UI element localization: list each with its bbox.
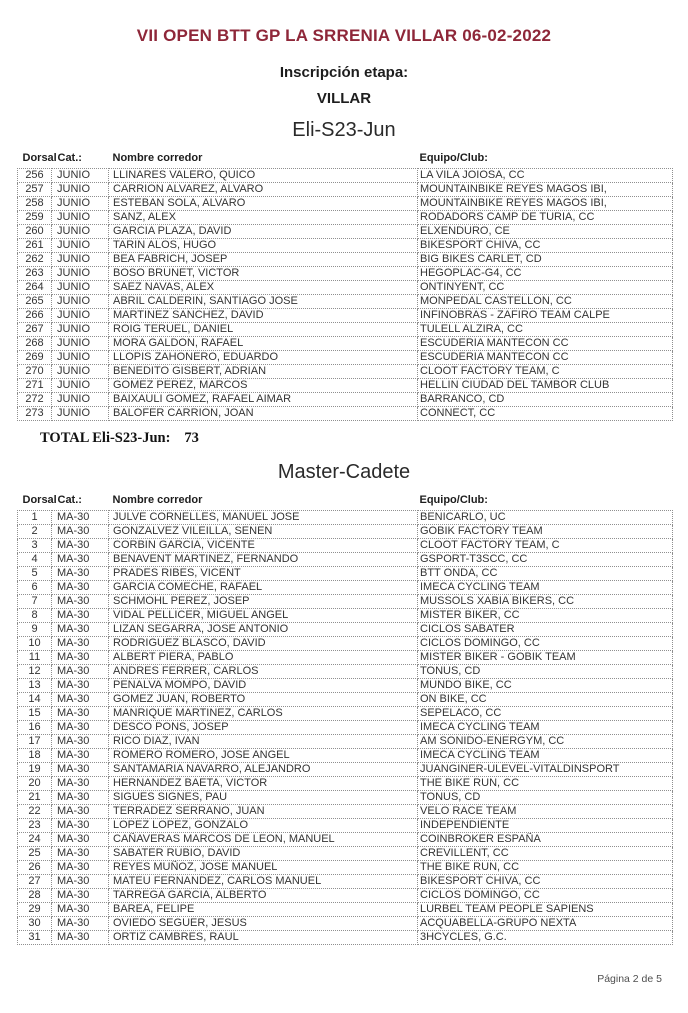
category-cell: MA-30	[52, 581, 109, 595]
rider-name-cell: SANZ, ALEX	[109, 211, 418, 225]
category-cell: JUNIO	[52, 351, 109, 365]
table-row	[18, 707, 673, 721]
club-cell: CICLOS SABATER	[418, 623, 673, 637]
table-row	[18, 553, 673, 567]
category-cell: JUNIO	[52, 323, 109, 337]
category-cell: MA-30	[52, 833, 109, 847]
dorsal-cell: 1	[18, 511, 52, 525]
table-row	[18, 225, 673, 239]
table-row	[18, 749, 673, 763]
rider-name-cell: GARCIA COMECHE, RAFAEL	[109, 581, 418, 595]
dorsal-cell: 269	[18, 351, 52, 365]
category-cell: MA-30	[52, 931, 109, 945]
table-row	[18, 917, 673, 931]
column-header-name: Nombre corredor	[112, 152, 203, 164]
dorsal-cell: 18	[18, 749, 52, 763]
club-cell: ONTINYENT, CC	[418, 281, 673, 295]
club-cell: CLOOT FACTORY TEAM, C	[418, 539, 673, 553]
section-eli-s23-jun	[0, 119, 688, 447]
rider-name-cell: BALOFER CARRION, JOAN	[109, 407, 418, 421]
dorsal-cell: 24	[18, 833, 52, 847]
dorsal-cell: 260	[18, 225, 52, 239]
dorsal-cell: 15	[18, 707, 52, 721]
rider-name-cell: TARIN ALOS, HUGO	[109, 239, 418, 253]
table-row	[18, 931, 673, 945]
table-row	[18, 581, 673, 595]
rider-name-cell: CAÑAVERAS MARCOS DE LEON, MANUEL	[109, 833, 418, 847]
dorsal-cell: 16	[18, 721, 52, 735]
table-row	[18, 393, 673, 407]
dorsal-cell: 17	[18, 735, 52, 749]
table-row	[18, 539, 673, 553]
category-cell: MA-30	[52, 749, 109, 763]
category-cell: MA-30	[52, 525, 109, 539]
dorsal-cell: 3	[18, 539, 52, 553]
club-cell: CICLOS DOMINGO, CC	[418, 637, 673, 651]
table-row	[18, 693, 673, 707]
club-cell: VELO RACE TEAM	[418, 805, 673, 819]
club-cell: MISTER BIKER, CC	[418, 609, 673, 623]
table-row	[18, 861, 673, 875]
category-cell: MA-30	[52, 553, 109, 567]
category-cell: JUNIO	[52, 295, 109, 309]
club-cell: COINBROKER ESPAÑA	[418, 833, 673, 847]
club-cell: GOBIK FACTORY TEAM	[418, 525, 673, 539]
rider-name-cell: RICO DIAZ, IVAN	[109, 735, 418, 749]
section-master-cadete	[0, 461, 688, 945]
dorsal-cell: 26	[18, 861, 52, 875]
rider-name-cell: SABATER RUBIO, DAVID	[109, 847, 418, 861]
table-row	[18, 903, 673, 917]
club-cell: MISTER BIKER - GOBIK TEAM	[418, 651, 673, 665]
table-row	[18, 665, 673, 679]
rider-name-cell: ROMERO ROMERO, JOSE ANGEL	[109, 749, 418, 763]
rider-name-cell: BAREA, FELIPE	[109, 903, 418, 917]
total-label: TOTAL Eli-S23-Jun:	[40, 430, 171, 446]
category-cell: MA-30	[52, 609, 109, 623]
category-cell: MA-30	[52, 595, 109, 609]
club-cell: BARRANCO, CD	[418, 393, 673, 407]
rider-name-cell: LOPEZ LOPEZ, GONZALO	[109, 819, 418, 833]
dorsal-cell: 13	[18, 679, 52, 693]
club-cell: INDEPENDIENTE	[418, 819, 673, 833]
club-cell: CREVILLENT, CC	[418, 847, 673, 861]
category-cell: JUNIO	[52, 267, 109, 281]
club-cell: MOUNTAINBIKE REYES MAGOS IBI,	[418, 183, 673, 197]
category-cell: MA-30	[52, 721, 109, 735]
rider-name-cell: SIGUES SIGNES, PAU	[109, 791, 418, 805]
category-cell: MA-30	[52, 847, 109, 861]
dorsal-cell: 256	[18, 169, 52, 183]
rider-name-cell: VIDAL PELLICER, MIGUEL ANGEL	[109, 609, 418, 623]
dorsal-cell: 27	[18, 875, 52, 889]
table-row	[18, 679, 673, 693]
table-header	[18, 494, 673, 511]
section-total	[40, 430, 688, 447]
rider-name-cell: PENALVA MOMPO, DAVID	[109, 679, 418, 693]
rider-name-cell: BAIXAULI GOMEZ, RAFAEL AIMAR	[109, 393, 418, 407]
club-cell: MUNDO BIKE, CC	[418, 679, 673, 693]
column-header-dorsal: Dorsal	[22, 494, 57, 506]
column-header-club: Equipo/Club:	[419, 152, 488, 164]
table-row	[18, 651, 673, 665]
table-row	[18, 567, 673, 581]
club-cell: MONPEDAL CASTELLON, CC	[418, 295, 673, 309]
category-cell: JUNIO	[52, 183, 109, 197]
club-cell: INFINOBRAS - ZAFIRO TEAM CALPE	[418, 309, 673, 323]
category-cell: MA-30	[52, 707, 109, 721]
dorsal-cell: 273	[18, 407, 52, 421]
dorsal-cell: 5	[18, 567, 52, 581]
dorsal-cell: 266	[18, 309, 52, 323]
dorsal-cell: 28	[18, 889, 52, 903]
rider-name-cell: PRADES RIBES, VICENT	[109, 567, 418, 581]
dorsal-cell: 25	[18, 847, 52, 861]
club-cell: BTT ONDA, CC	[418, 567, 673, 581]
section-heading: Master-Cadete	[277, 461, 411, 483]
category-cell: MA-30	[52, 679, 109, 693]
dorsal-cell: 265	[18, 295, 52, 309]
riders-table	[17, 152, 673, 421]
stage-title: VILLAR	[316, 90, 372, 107]
dorsal-cell: 4	[18, 553, 52, 567]
category-cell: MA-30	[52, 665, 109, 679]
category-cell: JUNIO	[52, 281, 109, 295]
rider-name-cell: TERRADEZ SERRANO, JUAN	[109, 805, 418, 819]
club-cell: 3HCYCLES, G.C.	[418, 931, 673, 945]
rider-name-cell: RODRIGUEZ BLASCO, DAVID	[109, 637, 418, 651]
club-cell: TONUS, CD	[418, 665, 673, 679]
club-cell: ELXENDURO, CE	[418, 225, 673, 239]
category-cell: JUNIO	[52, 337, 109, 351]
club-cell: HEGOPLAC-G4, CC	[418, 267, 673, 281]
table-row	[18, 595, 673, 609]
rider-name-cell: LLINARES VALERO, QUICO	[109, 169, 418, 183]
club-cell: CICLOS DOMINGO, CC	[418, 889, 673, 903]
club-cell: BIG BIKES CARLET, CD	[418, 253, 673, 267]
club-cell: LURBEL TEAM PEOPLE SAPIENS	[418, 903, 673, 917]
dorsal-cell: 19	[18, 763, 52, 777]
dorsal-cell: 20	[18, 777, 52, 791]
dorsal-cell: 9	[18, 623, 52, 637]
dorsal-cell: 14	[18, 693, 52, 707]
table-row	[18, 337, 673, 351]
table-row	[18, 819, 673, 833]
club-cell: JUANGINER-ULEVEL-VITALDINSPORT	[418, 763, 673, 777]
table-row	[18, 791, 673, 805]
table-row	[18, 295, 673, 309]
category-cell: MA-30	[52, 917, 109, 931]
table-row	[18, 805, 673, 819]
category-cell: MA-30	[52, 791, 109, 805]
club-cell: HELLIN CIUDAD DEL TAMBOR CLUB	[418, 379, 673, 393]
total-value: 73	[184, 430, 199, 446]
category-cell: MA-30	[52, 861, 109, 875]
category-cell: JUNIO	[52, 379, 109, 393]
category-cell: MA-30	[52, 763, 109, 777]
dorsal-cell: 2	[18, 525, 52, 539]
dorsal-cell: 23	[18, 819, 52, 833]
category-cell: MA-30	[52, 735, 109, 749]
rider-name-cell: MANRIQUE MARTINEZ, CARLOS	[109, 707, 418, 721]
category-cell: JUNIO	[52, 169, 109, 183]
dorsal-cell: 21	[18, 791, 52, 805]
club-cell: GSPORT-T3SCC, CC	[418, 553, 673, 567]
rider-name-cell: ROIG TERUEL, DANIEL	[109, 323, 418, 337]
rider-name-cell: ESTEBAN SOLA, ALVARO	[109, 197, 418, 211]
dorsal-cell: 271	[18, 379, 52, 393]
rider-name-cell: REYES MUÑOZ, JOSE MANUEL	[109, 861, 418, 875]
rider-name-cell: MARTINEZ SANCHEZ, DAVID	[109, 309, 418, 323]
club-cell: LA VILA JOIOSA, CC	[418, 169, 673, 183]
dorsal-cell: 264	[18, 281, 52, 295]
table-row	[18, 365, 673, 379]
section-heading: Eli-S23-Jun	[292, 119, 396, 141]
table-row	[18, 875, 673, 889]
rider-name-cell: LLOPIS ZAHONERO, EDUARDO	[109, 351, 418, 365]
dorsal-cell: 270	[18, 365, 52, 379]
rider-name-cell: CARRION ALVAREZ, ALVARO	[109, 183, 418, 197]
column-header-club: Equipo/Club:	[419, 494, 488, 506]
dorsal-cell: 259	[18, 211, 52, 225]
table-row	[18, 323, 673, 337]
table-row	[18, 525, 673, 539]
club-cell: BIKESPORT CHIVA, CC	[418, 875, 673, 889]
club-cell: RODADORS CAMP DE TURIA, CC	[418, 211, 673, 225]
rider-name-cell: DESCO PONS, JOSEP	[109, 721, 418, 735]
club-cell: ESCUDERIA MANTECON CC	[418, 351, 673, 365]
rider-name-cell: CORBIN GARCIA, VICENTE	[109, 539, 418, 553]
rider-name-cell: LIZAN SEGARRA, JOSE ANTONIO	[109, 623, 418, 637]
category-cell: JUNIO	[52, 239, 109, 253]
rider-name-cell: OVIEDO SEGUER, JESUS	[109, 917, 418, 931]
rider-name-cell: SANTAMARIA NAVARRO, ALEJANDRO	[109, 763, 418, 777]
table-row	[18, 197, 673, 211]
dorsal-cell: 10	[18, 637, 52, 651]
table-row	[18, 407, 673, 421]
club-cell: ACQUABELLA-GRUPO NEXTA	[418, 917, 673, 931]
inscription-subtitle: Inscripción etapa:	[279, 64, 409, 81]
table-row	[18, 253, 673, 267]
dorsal-cell: 22	[18, 805, 52, 819]
rider-name-cell: ORTIZ CAMBRES, RAUL	[109, 931, 418, 945]
rider-name-cell: GONZALVEZ VILEILLA, SENEN	[109, 525, 418, 539]
category-cell: MA-30	[52, 567, 109, 581]
category-cell: MA-30	[52, 693, 109, 707]
rider-name-cell: HERNANDEZ BAETA, VICTOR	[109, 777, 418, 791]
category-cell: MA-30	[52, 889, 109, 903]
page-number: Página 2 de 5	[597, 973, 662, 985]
table-row	[18, 847, 673, 861]
club-cell: IMECA CYCLING TEAM	[418, 749, 673, 763]
category-cell: MA-30	[52, 805, 109, 819]
column-header-dorsal: Dorsal	[22, 152, 57, 164]
table-row	[18, 777, 673, 791]
table-row	[18, 211, 673, 225]
rider-name-cell: MORA GALDON, RAFAEL	[109, 337, 418, 351]
club-cell: MOUNTAINBIKE REYES MAGOS IBI,	[418, 197, 673, 211]
table-row	[18, 833, 673, 847]
category-cell: MA-30	[52, 651, 109, 665]
rider-name-cell: TARREGA GARCIA, ALBERTO	[109, 889, 418, 903]
dorsal-cell: 12	[18, 665, 52, 679]
rider-name-cell: GOMEZ JUAN, ROBERTO	[109, 693, 418, 707]
table-row	[18, 239, 673, 253]
rider-name-cell: ANDRES FERRER, CARLOS	[109, 665, 418, 679]
table-row	[18, 309, 673, 323]
rider-name-cell: BENAVENT MARTINEZ, FERNANDO	[109, 553, 418, 567]
table-row	[18, 169, 673, 183]
table-row	[18, 267, 673, 281]
category-cell: JUNIO	[52, 393, 109, 407]
category-cell: JUNIO	[52, 407, 109, 421]
category-cell: MA-30	[52, 875, 109, 889]
category-cell: JUNIO	[52, 225, 109, 239]
riders-table	[17, 494, 673, 945]
dorsal-cell: 30	[18, 917, 52, 931]
club-cell: TONUS, CD	[418, 791, 673, 805]
club-cell: TULELL ALZIRA, CC	[418, 323, 673, 337]
table-row	[18, 511, 673, 525]
rider-name-cell: BOSO BRUNET, VICTOR	[109, 267, 418, 281]
page-title: VII OPEN BTT GP LA SRRENIA VILLAR 06-02-2022	[136, 26, 552, 45]
table-header	[18, 152, 673, 169]
rider-name-cell: JULVE CORNELLES, MANUEL JOSE	[109, 511, 418, 525]
club-cell: CLOOT FACTORY TEAM, C	[418, 365, 673, 379]
club-cell: AM SONIDO-ENERGYM, CC	[418, 735, 673, 749]
dorsal-cell: 11	[18, 651, 52, 665]
dorsal-cell: 263	[18, 267, 52, 281]
category-cell: JUNIO	[52, 211, 109, 225]
category-cell: MA-30	[52, 777, 109, 791]
club-cell: IMECA CYCLING TEAM	[418, 721, 673, 735]
club-cell: THE BIKE RUN, CC	[418, 777, 673, 791]
dorsal-cell: 7	[18, 595, 52, 609]
table-row	[18, 735, 673, 749]
rider-name-cell: ABRIL CALDERIN, SANTIAGO JOSE	[109, 295, 418, 309]
category-cell: JUNIO	[52, 197, 109, 211]
category-cell: MA-30	[52, 903, 109, 917]
club-cell: BENICARLO, UC	[418, 511, 673, 525]
column-header-name: Nombre corredor	[112, 494, 203, 506]
table-row	[18, 281, 673, 295]
club-cell: ESCUDERIA MANTECON CC	[418, 337, 673, 351]
table-row	[18, 637, 673, 651]
rider-name-cell: GARCIA PLAZA, DAVID	[109, 225, 418, 239]
dorsal-cell: 6	[18, 581, 52, 595]
dorsal-cell: 267	[18, 323, 52, 337]
rider-name-cell: ALBERT PIERA, PABLO	[109, 651, 418, 665]
category-cell: MA-30	[52, 539, 109, 553]
rider-name-cell: BEA FABRICH, JOSEP	[109, 253, 418, 267]
dorsal-cell: 261	[18, 239, 52, 253]
table-row	[18, 609, 673, 623]
dorsal-cell: 29	[18, 903, 52, 917]
table-row	[18, 623, 673, 637]
table-row	[18, 721, 673, 735]
dorsal-cell: 268	[18, 337, 52, 351]
club-cell: MUSSOLS XABIA BIKERS, CC	[418, 595, 673, 609]
table-row	[18, 351, 673, 365]
category-cell: MA-30	[52, 511, 109, 525]
table-row	[18, 763, 673, 777]
category-cell: MA-30	[52, 623, 109, 637]
table-row	[18, 379, 673, 393]
rider-name-cell: MATEU FERNANDEZ, CARLOS MANUEL	[109, 875, 418, 889]
column-header-category: Cat.:	[57, 152, 82, 164]
rider-name-cell: GOMEZ PEREZ, MARCOS	[109, 379, 418, 393]
dorsal-cell: 8	[18, 609, 52, 623]
dorsal-cell: 262	[18, 253, 52, 267]
rider-name-cell: SAEZ NAVAS, ALEX	[109, 281, 418, 295]
dorsal-cell: 257	[18, 183, 52, 197]
club-cell: ON BIKE, CC	[418, 693, 673, 707]
club-cell: BIKESPORT CHIVA, CC	[418, 239, 673, 253]
category-cell: MA-30	[52, 637, 109, 651]
rider-name-cell: SCHMOHL PEREZ, JOSEP	[109, 595, 418, 609]
club-cell: CONNECT, CC	[418, 407, 673, 421]
table-row	[18, 183, 673, 197]
category-cell: JUNIO	[52, 365, 109, 379]
club-cell: IMECA CYCLING TEAM	[418, 581, 673, 595]
dorsal-cell: 31	[18, 931, 52, 945]
category-cell: MA-30	[52, 819, 109, 833]
column-header-category: Cat.:	[57, 494, 82, 506]
rider-name-cell: BENEDITO GISBERT, ADRIAN	[109, 365, 418, 379]
table-row	[18, 889, 673, 903]
dorsal-cell: 272	[18, 393, 52, 407]
club-cell: THE BIKE RUN, CC	[418, 861, 673, 875]
category-cell: JUNIO	[52, 309, 109, 323]
dorsal-cell: 258	[18, 197, 52, 211]
club-cell: SEPELACO, CC	[418, 707, 673, 721]
category-cell: JUNIO	[52, 253, 109, 267]
